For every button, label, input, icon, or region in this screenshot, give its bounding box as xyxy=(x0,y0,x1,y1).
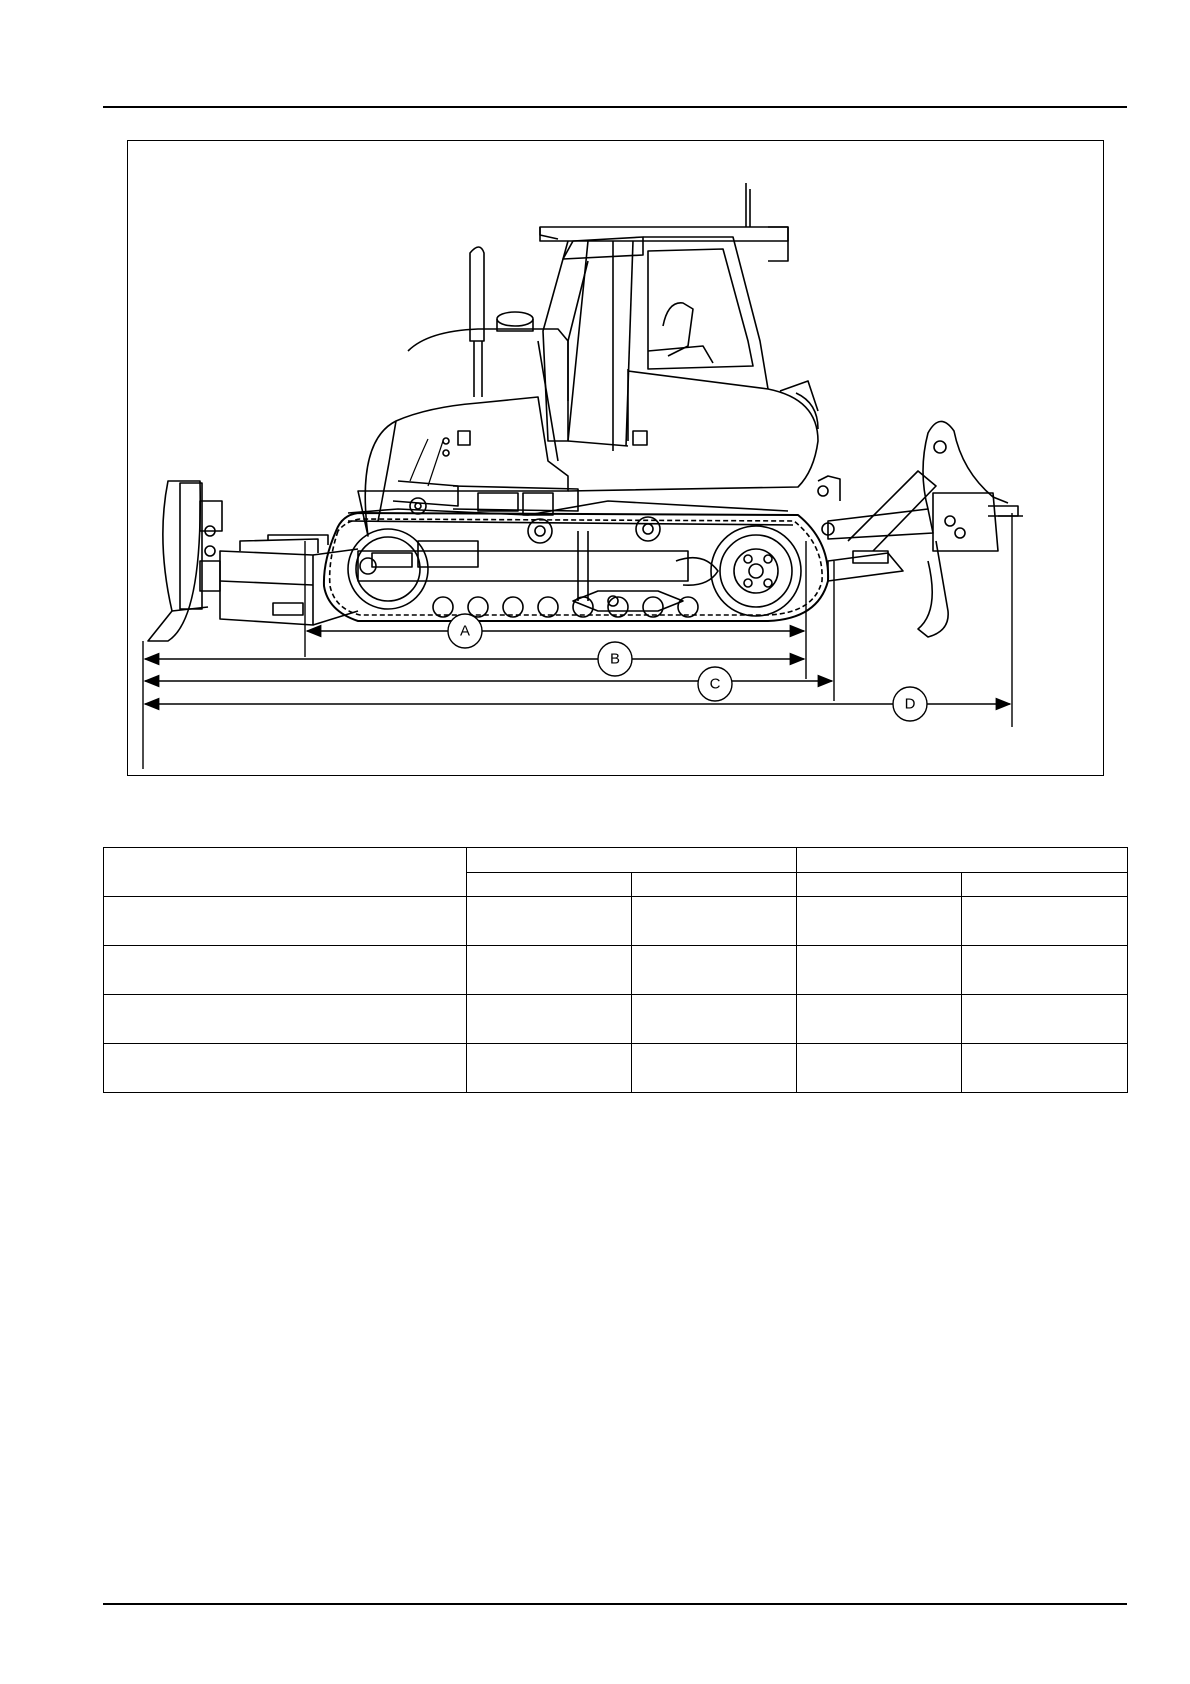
table-cell xyxy=(632,1044,797,1093)
table-cell xyxy=(962,897,1128,946)
table-row xyxy=(104,995,1128,1044)
table-cell xyxy=(467,995,632,1044)
table-header-cell xyxy=(104,848,467,897)
dozer-dimension-figure xyxy=(127,140,1104,776)
table-cell xyxy=(104,897,467,946)
table-header-cell xyxy=(797,848,1128,873)
rear-ripper xyxy=(818,421,1023,637)
table-header-cell xyxy=(467,848,797,873)
operator-cab xyxy=(540,183,818,491)
table-cell xyxy=(467,1044,632,1093)
table-cell xyxy=(797,995,962,1044)
exhaust-stack xyxy=(470,247,484,341)
table-row xyxy=(104,1044,1128,1093)
table-cell xyxy=(632,946,797,995)
dimension-label-a: A xyxy=(459,622,471,640)
table-cell xyxy=(962,1044,1128,1093)
dimensions-table xyxy=(103,847,1128,1093)
table-cell xyxy=(632,897,797,946)
front-blade xyxy=(148,481,200,641)
dozer-side-view-illustration xyxy=(128,141,1105,777)
table-cell xyxy=(962,946,1128,995)
table-subheader-cell xyxy=(632,873,797,897)
table-subheader-cell xyxy=(797,873,962,897)
dimension-label-d: D xyxy=(904,695,916,713)
table-cell xyxy=(104,1044,467,1093)
table-cell xyxy=(797,946,962,995)
table-cell xyxy=(962,995,1128,1044)
table-cell xyxy=(797,1044,962,1093)
table-cell xyxy=(104,995,467,1044)
table-subheader-cell xyxy=(962,873,1128,897)
dimension-label-b: B xyxy=(609,650,621,668)
table-subheader-cell xyxy=(467,873,632,897)
table-row xyxy=(104,946,1128,995)
table-cell xyxy=(467,897,632,946)
table-cell xyxy=(104,946,467,995)
dimension-label-c: C xyxy=(709,675,721,693)
header-rule xyxy=(103,106,1127,108)
footer-rule xyxy=(103,1603,1127,1605)
table-cell xyxy=(467,946,632,995)
track-assembly xyxy=(324,501,828,621)
table-row xyxy=(104,897,1128,946)
table-header-row xyxy=(104,848,1128,873)
table-cell xyxy=(632,995,797,1044)
table-cell xyxy=(797,897,962,946)
